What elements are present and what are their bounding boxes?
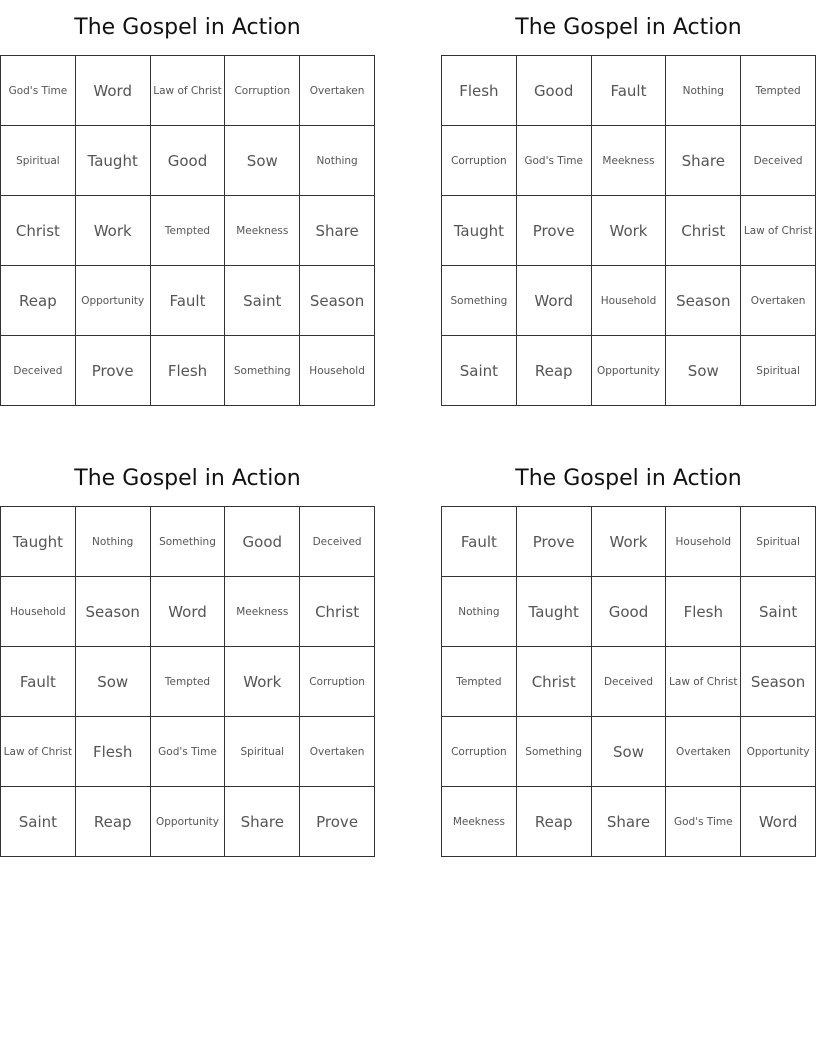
grid-cell: Prove <box>300 787 375 857</box>
grid-cell: Fault <box>442 507 517 577</box>
grid-cell: Work <box>225 647 300 717</box>
grid-cell: Something <box>150 507 225 577</box>
grid-cell: Share <box>666 126 741 196</box>
grid-cell: Reap <box>75 787 150 857</box>
grid-row <box>1 56 375 126</box>
grid-cell: Christ <box>1 196 76 266</box>
grid-cell: Flesh <box>150 336 225 406</box>
bingo-card-4 <box>441 451 816 857</box>
grid-row <box>1 577 375 647</box>
grid-cell: Something <box>516 717 591 787</box>
grid-cell: Overtaken <box>300 56 375 126</box>
grid-cell: Good <box>150 126 225 196</box>
card-title: The Gospel in Action <box>74 15 301 40</box>
grid-cell: Spiritual <box>225 717 300 787</box>
bingo-card-2 <box>441 0 816 406</box>
grid-cell: Season <box>741 647 816 717</box>
grid-cell: Word <box>516 266 591 336</box>
grid-cell: Meekness <box>442 787 517 857</box>
grid-cell: Season <box>75 577 150 647</box>
grid-cell: Saint <box>225 266 300 336</box>
grid-row <box>1 266 375 336</box>
grid-cell: Opportunity <box>741 717 816 787</box>
grid-cell: Deceived <box>300 507 375 577</box>
card-title: The Gospel in Action <box>515 15 742 40</box>
grid-row <box>442 336 816 406</box>
grid-cell: Something <box>442 266 517 336</box>
bingo-grid <box>441 55 816 406</box>
grid-cell: Christ <box>300 577 375 647</box>
grid-cell: Season <box>300 266 375 336</box>
grid-cell: Spiritual <box>741 507 816 577</box>
grid-row <box>1 647 375 717</box>
grid-cell: Spiritual <box>741 336 816 406</box>
grid-cell: Household <box>666 507 741 577</box>
grid-cell: Prove <box>75 336 150 406</box>
grid-row <box>442 196 816 266</box>
grid-cell: Nothing <box>666 56 741 126</box>
grid-cell: Tempted <box>741 56 816 126</box>
grid-cell: Flesh <box>442 56 517 126</box>
grid-cell: Household <box>591 266 666 336</box>
grid-cell: Work <box>591 196 666 266</box>
grid-cell: Law of Christ <box>150 56 225 126</box>
grid-cell: Prove <box>516 196 591 266</box>
grid-row <box>1 336 375 406</box>
grid-cell: Taught <box>75 126 150 196</box>
grid-cell: Deceived <box>741 126 816 196</box>
grid-cell: Reap <box>516 787 591 857</box>
grid-cell: Saint <box>1 787 76 857</box>
grid-cell: Prove <box>516 507 591 577</box>
grid-cell: Saint <box>442 336 517 406</box>
grid-row <box>442 577 816 647</box>
grid-cell: Meekness <box>591 126 666 196</box>
grid-cell: Overtaken <box>300 717 375 787</box>
grid-cell: Good <box>225 507 300 577</box>
bingo-card-3 <box>0 451 375 857</box>
grid-cell: Deceived <box>591 647 666 717</box>
grid-cell: God's Time <box>1 56 76 126</box>
grid-cell: Tempted <box>150 647 225 717</box>
grid-cell: Household <box>300 336 375 406</box>
grid-cell: God's Time <box>666 787 741 857</box>
bingo-grid <box>0 506 375 857</box>
grid-cell: Nothing <box>442 577 517 647</box>
grid-cell: Good <box>516 56 591 126</box>
grid-row <box>1 787 375 857</box>
grid-cell: Share <box>591 787 666 857</box>
grid-cell: Tempted <box>150 196 225 266</box>
grid-cell: Sow <box>666 336 741 406</box>
grid-row <box>1 126 375 196</box>
grid-cell: Share <box>300 196 375 266</box>
card-title: The Gospel in Action <box>515 466 742 491</box>
grid-cell: Meekness <box>225 577 300 647</box>
grid-row <box>442 787 816 857</box>
grid-row <box>1 196 375 266</box>
grid-cell: Corruption <box>442 717 517 787</box>
grid-cell: Reap <box>516 336 591 406</box>
grid-cell: Corruption <box>300 647 375 717</box>
grid-cell: God's Time <box>516 126 591 196</box>
grid-cell: Taught <box>1 507 76 577</box>
grid-row <box>442 56 816 126</box>
bingo-grid <box>0 55 375 406</box>
bingo-grid <box>441 506 816 857</box>
grid-cell: Flesh <box>75 717 150 787</box>
grid-row <box>1 717 375 787</box>
grid-cell: Opportunity <box>591 336 666 406</box>
grid-cell: Christ <box>666 196 741 266</box>
grid-cell: Nothing <box>75 507 150 577</box>
grid-cell: Word <box>741 787 816 857</box>
grid-cell: Good <box>591 577 666 647</box>
grid-cell: Law of Christ <box>666 647 741 717</box>
bingo-card-1 <box>0 0 375 406</box>
grid-cell: Spiritual <box>1 126 76 196</box>
grid-cell: Sow <box>75 647 150 717</box>
grid-cell: Christ <box>516 647 591 717</box>
grid-cell: God's Time <box>150 717 225 787</box>
grid-cell: Law of Christ <box>741 196 816 266</box>
grid-cell: Reap <box>1 266 76 336</box>
grid-row <box>442 126 816 196</box>
grid-cell: Fault <box>591 56 666 126</box>
grid-cell: Overtaken <box>666 717 741 787</box>
grid-cell: Opportunity <box>150 787 225 857</box>
grid-cell: Sow <box>225 126 300 196</box>
grid-cell: Work <box>75 196 150 266</box>
card-title: The Gospel in Action <box>74 466 301 491</box>
grid-cell: Nothing <box>300 126 375 196</box>
grid-cell: Deceived <box>1 336 76 406</box>
grid-row <box>442 717 816 787</box>
grid-cell: Fault <box>1 647 76 717</box>
grid-cell: Saint <box>741 577 816 647</box>
grid-cell: Sow <box>591 717 666 787</box>
grid-cell: Word <box>75 56 150 126</box>
grid-cell: Something <box>225 336 300 406</box>
grid-cell: Household <box>1 577 76 647</box>
grid-cell: Law of Christ <box>1 717 76 787</box>
grid-cell: Work <box>591 507 666 577</box>
grid-cell: Taught <box>516 577 591 647</box>
grid-row <box>442 647 816 717</box>
grid-cell: Flesh <box>666 577 741 647</box>
grid-cell: Share <box>225 787 300 857</box>
grid-row <box>442 507 816 577</box>
grid-cell: Corruption <box>442 126 517 196</box>
grid-row <box>442 266 816 336</box>
grid-cell: Tempted <box>442 647 517 717</box>
grid-cell: Corruption <box>225 56 300 126</box>
grid-cell: Taught <box>442 196 517 266</box>
grid-cell: Word <box>150 577 225 647</box>
grid-row <box>1 507 375 577</box>
grid-cell: Meekness <box>225 196 300 266</box>
grid-cell: Opportunity <box>75 266 150 336</box>
grid-cell: Overtaken <box>741 266 816 336</box>
grid-cell: Fault <box>150 266 225 336</box>
grid-cell: Season <box>666 266 741 336</box>
